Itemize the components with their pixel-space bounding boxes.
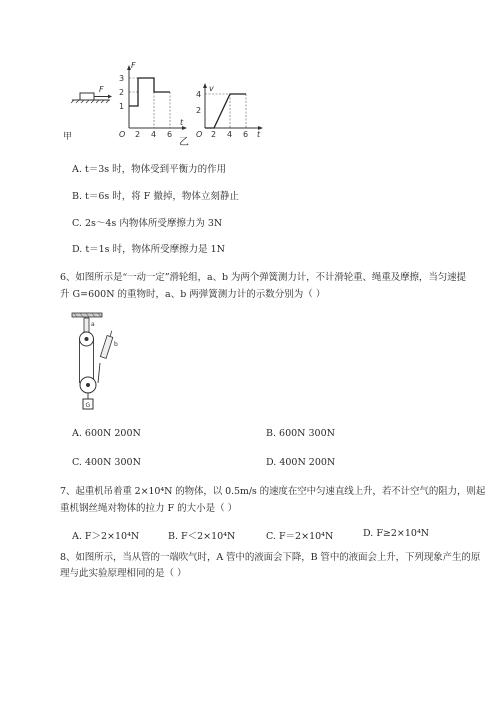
- q5-option-b: B. t＝6s 时，将 F 撤掉，物体立刻静止: [72, 191, 239, 202]
- graph-force-time: [116, 62, 188, 137]
- pulley-figure: [68, 312, 128, 412]
- x-tick-label: 4: [227, 130, 233, 138]
- y-axis-arrow-icon: [203, 83, 207, 88]
- x-axis-label: t: [180, 118, 184, 127]
- force-label: F: [99, 85, 104, 94]
- q6-option-b: B. 600N 300N: [266, 428, 335, 439]
- origin-label: O: [119, 130, 126, 137]
- x-tick-label: 2: [211, 130, 217, 138]
- q5-option-c: C. 2s～4s 内物体所受摩擦力为 3N: [72, 218, 223, 229]
- y-tick-label: 4: [196, 90, 202, 99]
- q7-option-d: D. F≥2×10⁴N: [363, 528, 430, 539]
- x-tick-label: 6: [167, 130, 173, 137]
- force-arrow-icon: [108, 95, 112, 99]
- y-tick-label: 2: [196, 106, 202, 115]
- x-tick-label: 6: [243, 130, 249, 138]
- x-tick-label: 4: [151, 130, 157, 137]
- q7-stem-line1: 7、起重机吊着重 2×10⁴N 的物体，以 0.5m/s 的速度在空中匀速直线上升，若不计空气的阻力，则起: [60, 486, 486, 497]
- y-tick-label: 1: [119, 102, 125, 111]
- graph-velocity-time: [188, 82, 264, 138]
- y-axis-label: v: [209, 84, 214, 93]
- q7-option-b: B. F＜2×10⁴N: [168, 531, 236, 542]
- q5-option-a: A. t＝3s 时，物体受到平衡力的作用: [72, 164, 227, 175]
- block-shape: [80, 93, 94, 100]
- label-g: G: [85, 402, 91, 409]
- q6-option-a: A. 600N 200N: [72, 428, 141, 439]
- x-axis-label: t: [257, 130, 261, 138]
- q7-option-c: C. F＝2×10⁴N: [266, 531, 334, 542]
- q8-stem-line1: 8、如图所示，当从管的一端吹气时，A 管中的液面会下降，B 管中的液面会上升，下列现象产生的原: [60, 552, 481, 563]
- figure-jia: [63, 74, 116, 146]
- x-tick-label: 2: [135, 130, 141, 137]
- velocity-curve: [205, 94, 246, 128]
- label-a: a: [91, 321, 95, 328]
- q7-option-a: A. F＞2×10⁴N: [72, 531, 140, 542]
- q6-option-c: C. 400N 300N: [72, 457, 141, 468]
- spring-scale-a: [84, 318, 89, 332]
- y-tick-label: 3: [119, 74, 125, 83]
- q6-option-d: D. 400N 200N: [266, 457, 336, 468]
- block-on-surface-diagram: [66, 74, 116, 146]
- force-curve: [129, 78, 170, 106]
- q7-stem-line2: 重机钢丝绳对物体的拉力 F 的大小是（ ）: [60, 503, 238, 514]
- y-tick-label: 2: [119, 88, 125, 97]
- q8-stem-line2: 理与此实验原理相同的是（ ）: [60, 568, 187, 579]
- q6-stem-line2: 升 G=600N 的重物时，a、b 两弹簧测力计的示数分别为（ ）: [60, 289, 326, 300]
- label-b: b: [114, 341, 118, 348]
- spring-scale-b: [100, 336, 113, 359]
- y-axis-label: F: [131, 62, 136, 70]
- origin-label: O: [196, 130, 203, 138]
- figure-yi-caption: 乙: [179, 137, 189, 148]
- q6-stem-line1: 6、如图所示是“一动一定”滑轮组，a、b 为两个弹簧测力计，不计滑轮重、绳重及摩擦，当匀速提: [60, 272, 466, 283]
- q5-option-d: D. t＝1s 时，物体所受摩擦力是 1N: [72, 244, 225, 255]
- figure-jia-caption: 甲: [63, 132, 73, 142]
